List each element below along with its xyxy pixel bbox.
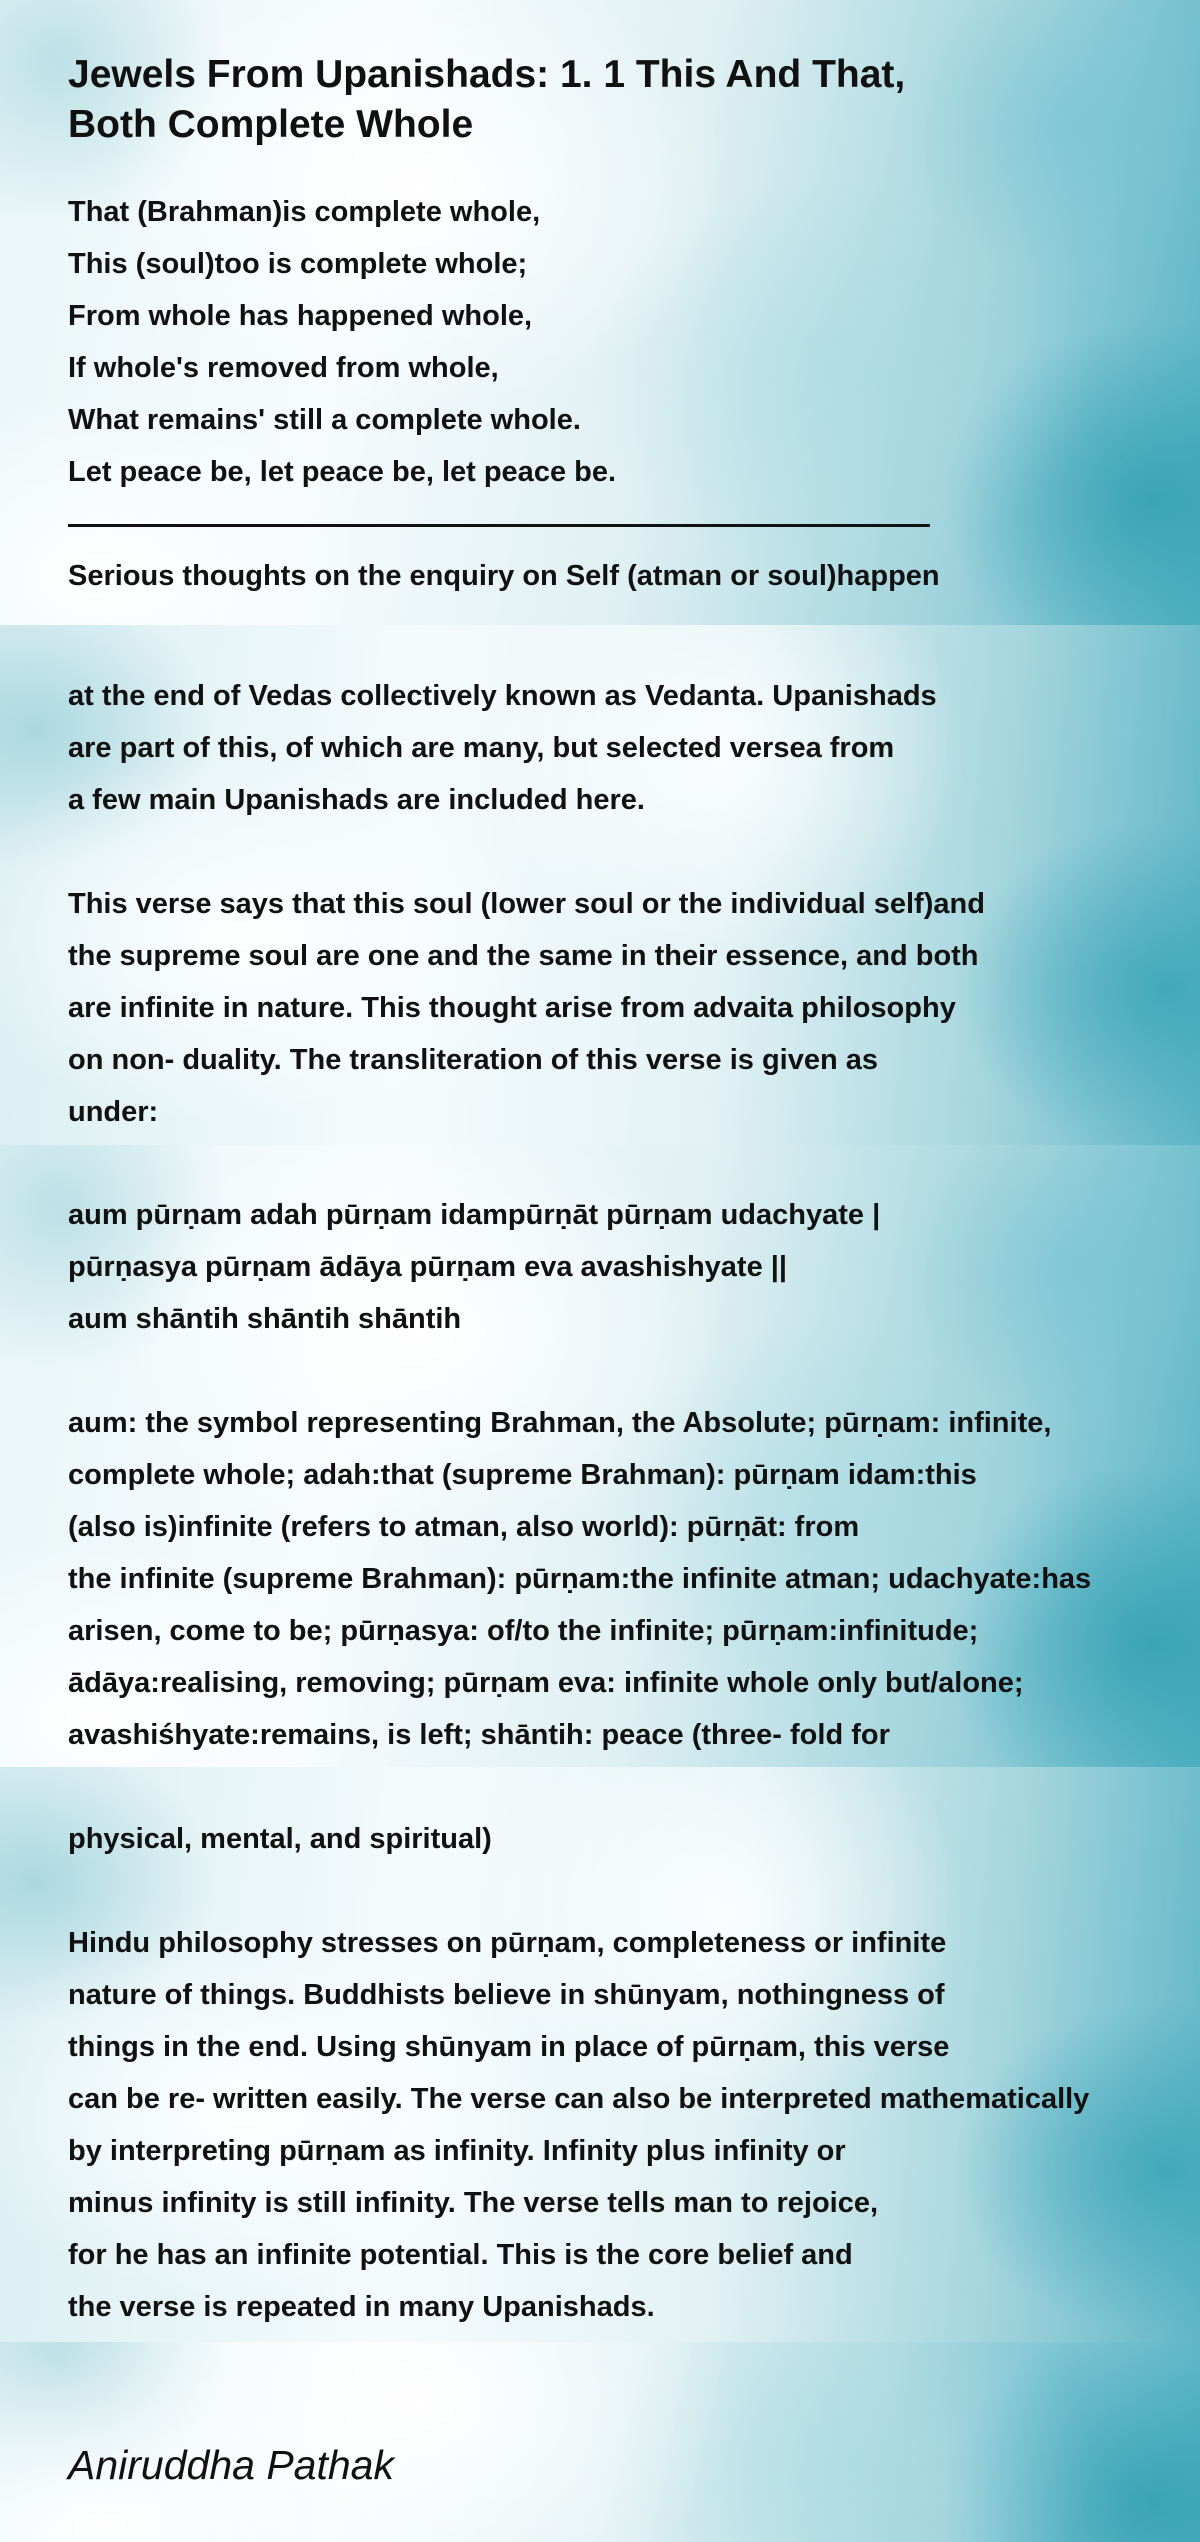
commentary-line: by interpreting pūrṇam as infinity. Infinity plus infinity or [68,2135,846,2167]
author-panel [0,2342,1200,2542]
verse-line: From whole has happened whole, [68,300,533,332]
commentary-line: are part of this, of which are many, but selected versea from [68,732,895,764]
verse-block [68,186,1180,498]
commentary-line: for he has an infinite potential. This is the core belief and [68,2239,853,2271]
commentary-line: on non- duality. The transliteration of this verse is given as [68,1044,879,1076]
commentary-line: under: [68,1096,159,1128]
glossary-line: the infinite (supreme Brahman): pūrṇam:the infinite atman; udachyate:has [68,1563,1092,1595]
commentary-line: nature of things. Buddhists believe in shūnyam, nothingness of [68,1979,945,2011]
commentary-line: Hindu philosophy stresses on pūrṇam, completeness or infinite [68,1927,947,1959]
verse-line: That (Brahman)is complete whole, [68,196,541,228]
blank-line [68,1865,1180,1917]
title-line-2: Both Complete Whole [68,103,474,146]
commentary-line: physical, mental, and spiritual) [68,1823,492,1855]
commentary-line: This verse says that this soul (lower soul or the individual self)and [68,888,985,920]
commentary-line: at the end of Vedas collectively known as Vedanta. Upanishads [68,680,937,712]
transliteration-line: aum shāntih shāntih shāntih [68,1303,462,1335]
verse-line: This (soul)too is complete whole; [68,248,528,280]
verse-line: If whole's removed from whole, [68,352,499,384]
poem-panel-1 [0,0,1200,625]
glossary-line: ādāya:realising, removing; pūrṇam eva: infinite whole only but/alone; [68,1667,1024,1699]
verse-line: What remains' still a complete whole. [68,404,581,436]
poem-panel-4 [0,1767,1200,2342]
poem-panel-3 [0,1145,1200,1767]
glossary-line: complete whole; adah:that (supreme Brahman): pūrṇam idam:this [68,1459,977,1491]
glossary-line: avashiśhyate:remains, is left; shāntih: peace (three- fold for [68,1719,890,1751]
commentary-line: are infinite in nature. This thought arise from advaita philosophy [68,992,956,1024]
glossary-line: arisen, come to be; pūrṇasya: of/to the infinite; pūrṇam:infinitude; [68,1615,979,1647]
glossary-line: (also is)infinite (refers to atman, also world): pūrṇāt: from [68,1511,860,1543]
verse-line: Let peace be, let peace be, let peace be. [68,456,617,488]
horizontal-rule [68,524,930,527]
transliteration-line: aum pūrṇam adah pūrṇam idampūrṇāt pūrṇam udachyate | [68,1199,881,1231]
commentary-line: the verse is repeated in many Upanishads. [68,2291,655,2323]
commentary-line: Serious thoughts on the enquiry on Self (atman or soul)happen [68,560,940,592]
commentary-line: can be re- written easily. The verse can also be interpreted mathematically [68,2083,1090,2115]
title-line-1: Jewels From Upanishads: 1. 1 This And That, [68,53,906,96]
poem-title [68,50,1180,150]
author-name: Aniruddha Pathak [68,2442,394,2488]
blank-line [68,826,1180,878]
glossary-line: aum: the symbol representing Brahman, the Absolute; pūrṇam: infinite, [68,1407,1052,1439]
commentary-line: a few main Upanishads are included here. [68,784,645,816]
transliteration-line: pūrṇasya pūrṇam ādāya pūrṇam eva avashishyate || [68,1251,787,1283]
poem-panel-2 [0,625,1200,1145]
commentary-line: minus infinity is still infinity. The verse tells man to rejoice, [68,2187,879,2219]
commentary-line: things in the end. Using shūnyam in place of pūrṇam, this verse [68,2031,950,2063]
commentary-line: the supreme soul are one and the same in their essence, and both [68,940,979,972]
blank-line [68,1345,1180,1397]
